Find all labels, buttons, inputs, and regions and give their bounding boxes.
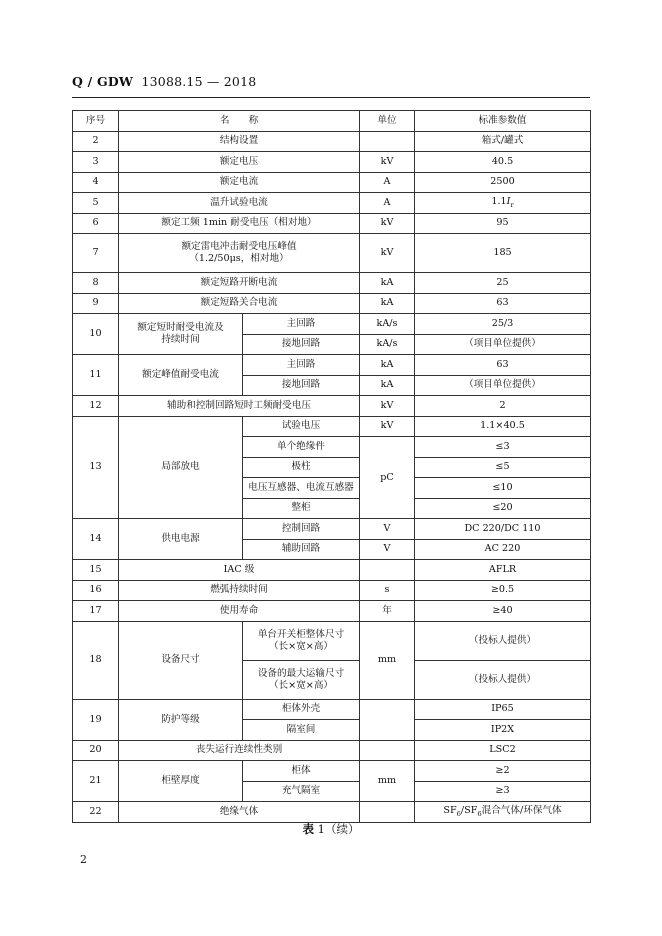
row-number: 4: [73, 172, 119, 193]
param-unit: pC: [360, 437, 415, 519]
row-number: 17: [73, 601, 119, 622]
row-number: 13: [73, 416, 119, 519]
param-unit: [360, 802, 415, 823]
table-row: [73, 355, 591, 376]
param-unit: kV: [360, 416, 415, 437]
param-value: 63: [415, 293, 591, 314]
gas-formula-a: SF: [443, 805, 457, 817]
gas-formula-b: /SF: [460, 805, 478, 817]
name-line-2: （1.2/50μs，相对地）: [189, 253, 289, 264]
sub-param-name: 柜体: [243, 761, 360, 782]
table-row: [73, 621, 591, 660]
row-number: 5: [73, 193, 119, 214]
param-value: （投标人提供）: [415, 621, 591, 660]
row-number: 6: [73, 213, 119, 234]
param-name: 辅助和控制回路短时工频耐受电压: [119, 396, 360, 417]
row-number: 15: [73, 560, 119, 581]
value-variable: I: [506, 196, 511, 208]
param-name: 防护等级: [119, 699, 243, 740]
param-value: （项目单位提供）: [415, 375, 591, 396]
param-unit: kV: [360, 152, 415, 173]
param-name: 柜壁厚度: [119, 761, 243, 802]
table-row: [73, 560, 591, 581]
param-unit: kA: [360, 293, 415, 314]
name-line-1: 设备的最大运输尺寸: [257, 667, 345, 679]
row-number: 20: [73, 740, 119, 761]
param-name: 供电电源: [119, 519, 243, 560]
param-value: 25: [415, 273, 591, 294]
col-header-seq: 序号: [73, 111, 119, 132]
param-name: [119, 314, 243, 355]
header-rule: [72, 97, 590, 98]
param-name: 额定电流: [119, 172, 360, 193]
param-value: 63: [415, 355, 591, 376]
row-number: 2: [73, 131, 119, 152]
sub-param-name: 单个绝缘件: [243, 437, 360, 458]
param-value: [415, 193, 591, 214]
param-unit: kA: [360, 355, 415, 376]
param-unit: kA/s: [360, 334, 415, 355]
param-unit: kV: [360, 213, 415, 234]
sub-param-name: 隔室间: [243, 720, 360, 741]
param-unit: 年: [360, 601, 415, 622]
param-value: ≥0.5: [415, 580, 591, 601]
doc-number: 13088.15 — 2018: [141, 74, 257, 89]
param-unit: kV: [360, 234, 415, 273]
param-value: IP65: [415, 699, 591, 720]
table-row: [73, 416, 591, 437]
param-unit: [360, 131, 415, 152]
param-unit: [360, 699, 415, 740]
gas-subscript-b: 6: [477, 810, 482, 818]
table-row: [73, 519, 591, 540]
sub-param-name: 主回路: [243, 314, 360, 335]
table-row: [73, 193, 591, 214]
value-coefficient: 1.1: [491, 196, 507, 208]
table-row: [73, 172, 591, 193]
param-value: ≤5: [415, 457, 591, 478]
table-row: [73, 580, 591, 601]
param-value: （投标人提供）: [415, 660, 591, 699]
sub-param-name: 接地回路: [243, 375, 360, 396]
param-name: 燃弧持续时间: [119, 580, 360, 601]
param-name: 额定短路关合电流: [119, 293, 360, 314]
name-line-1: 额定雷电冲击耐受电压峰值: [181, 241, 297, 253]
param-unit: s: [360, 580, 415, 601]
row-number: 8: [73, 273, 119, 294]
param-value: 箱式/罐式: [415, 131, 591, 152]
param-value: ≤10: [415, 478, 591, 499]
row-number: 21: [73, 761, 119, 802]
table-row: [73, 802, 591, 823]
param-value: 40.5: [415, 152, 591, 173]
name-line-1: 单台开关柜整体尺寸: [257, 628, 345, 640]
param-unit: kA/s: [360, 314, 415, 335]
param-unit: A: [360, 172, 415, 193]
param-value: LSC2: [415, 740, 591, 761]
row-number: 16: [73, 580, 119, 601]
param-name: 额定峰值耐受电流: [119, 355, 243, 396]
row-number: 18: [73, 621, 119, 699]
sub-param-name: 辅助回路: [243, 539, 360, 560]
table-row: [73, 314, 591, 335]
sub-param-name: 整柜: [243, 498, 360, 519]
param-unit: [360, 560, 415, 581]
name-line-2: （长×宽×高）: [268, 640, 334, 652]
table-row: [73, 601, 591, 622]
table-row: [73, 293, 591, 314]
col-header-unit: 单位: [360, 111, 415, 132]
table-row: [73, 152, 591, 173]
row-number: 7: [73, 234, 119, 273]
row-number: 19: [73, 699, 119, 740]
sub-param-name: 充气隔室: [243, 781, 360, 802]
param-value: AFLR: [415, 560, 591, 581]
value-subscript: r: [510, 201, 514, 209]
gas-description: 混合气体/环保气体: [481, 805, 562, 817]
param-value: 2: [415, 396, 591, 417]
param-value: 185: [415, 234, 591, 273]
param-unit: kV: [360, 396, 415, 417]
table-row: [73, 761, 591, 782]
param-name: 温升试验电流: [119, 193, 360, 214]
param-unit: kA: [360, 375, 415, 396]
table-row: [73, 131, 591, 152]
param-value: 2500: [415, 172, 591, 193]
param-name: 额定工频 1min 耐受电压（相对地）: [119, 213, 360, 234]
param-value: 25/3: [415, 314, 591, 335]
param-unit: V: [360, 519, 415, 540]
param-name: 结构设置: [119, 131, 360, 152]
table-row: [73, 213, 591, 234]
row-number: 12: [73, 396, 119, 417]
row-number: 14: [73, 519, 119, 560]
param-unit: [360, 740, 415, 761]
table-row: [73, 740, 591, 761]
sub-param-name: 主回路: [243, 355, 360, 376]
table-row: [73, 396, 591, 417]
gas-subscript-a: 6: [456, 810, 461, 818]
param-name: 设备尺寸: [119, 621, 243, 699]
sub-param-name: 接地回路: [243, 334, 360, 355]
row-number: 22: [73, 802, 119, 823]
table-header-row: [73, 111, 591, 132]
row-number: 11: [73, 355, 119, 396]
table-caption: [0, 821, 662, 837]
param-value: IP2X: [415, 720, 591, 741]
name-line-2: （长×宽×高）: [268, 679, 334, 691]
param-value: 95: [415, 213, 591, 234]
page-number: 2: [80, 853, 87, 866]
param-name: 额定短路开断电流: [119, 273, 360, 294]
col-header-value: 标准参数值: [415, 111, 591, 132]
param-name: 丧失运行连续性类别: [119, 740, 360, 761]
param-name: 使用寿命: [119, 601, 360, 622]
param-value: AC 220: [415, 539, 591, 560]
document-header: [72, 74, 256, 89]
param-unit: A: [360, 193, 415, 214]
doc-prefix: Q / GDW: [72, 74, 134, 89]
param-name: IAC 级: [119, 560, 360, 581]
param-value: ≤3: [415, 437, 591, 458]
param-unit: V: [360, 539, 415, 560]
sub-param-name: 试验电压: [243, 416, 360, 437]
row-number: 9: [73, 293, 119, 314]
sub-param-name: 极柱: [243, 457, 360, 478]
param-value: 1.1×40.5: [415, 416, 591, 437]
spec-table: [72, 110, 591, 823]
name-line-1: 额定短时耐受电流及: [137, 322, 224, 334]
param-value: [415, 802, 591, 823]
param-name: [119, 234, 360, 273]
param-value: ≥3: [415, 781, 591, 802]
caption-rest: 1（续）: [314, 822, 360, 836]
row-number: 3: [73, 152, 119, 173]
sub-param-name: 柜体外壳: [243, 699, 360, 720]
param-name: 绝缘气体: [119, 802, 360, 823]
caption-label: 表: [302, 822, 314, 836]
param-value: （项目单位提供）: [415, 334, 591, 355]
sub-param-name: [243, 660, 360, 699]
row-number: 10: [73, 314, 119, 355]
param-value: DC 220/DC 110: [415, 519, 591, 540]
param-value: ≥40: [415, 601, 591, 622]
col-header-name: 名 称: [119, 111, 360, 132]
name-line-2: 持续时间: [161, 334, 200, 345]
param-unit: kA: [360, 273, 415, 294]
param-value: ≥2: [415, 761, 591, 782]
sub-param-name: [243, 621, 360, 660]
param-unit: mm: [360, 621, 415, 699]
param-name: 局部放电: [119, 416, 243, 519]
param-name: 额定电压: [119, 152, 360, 173]
sub-param-name: 电压互感器、电流互感器: [243, 478, 360, 499]
param-value: ≤20: [415, 498, 591, 519]
sub-param-name: 控制回路: [243, 519, 360, 540]
table-row: [73, 234, 591, 273]
table-row: [73, 699, 591, 720]
param-unit: mm: [360, 761, 415, 802]
table-row: [73, 273, 591, 294]
